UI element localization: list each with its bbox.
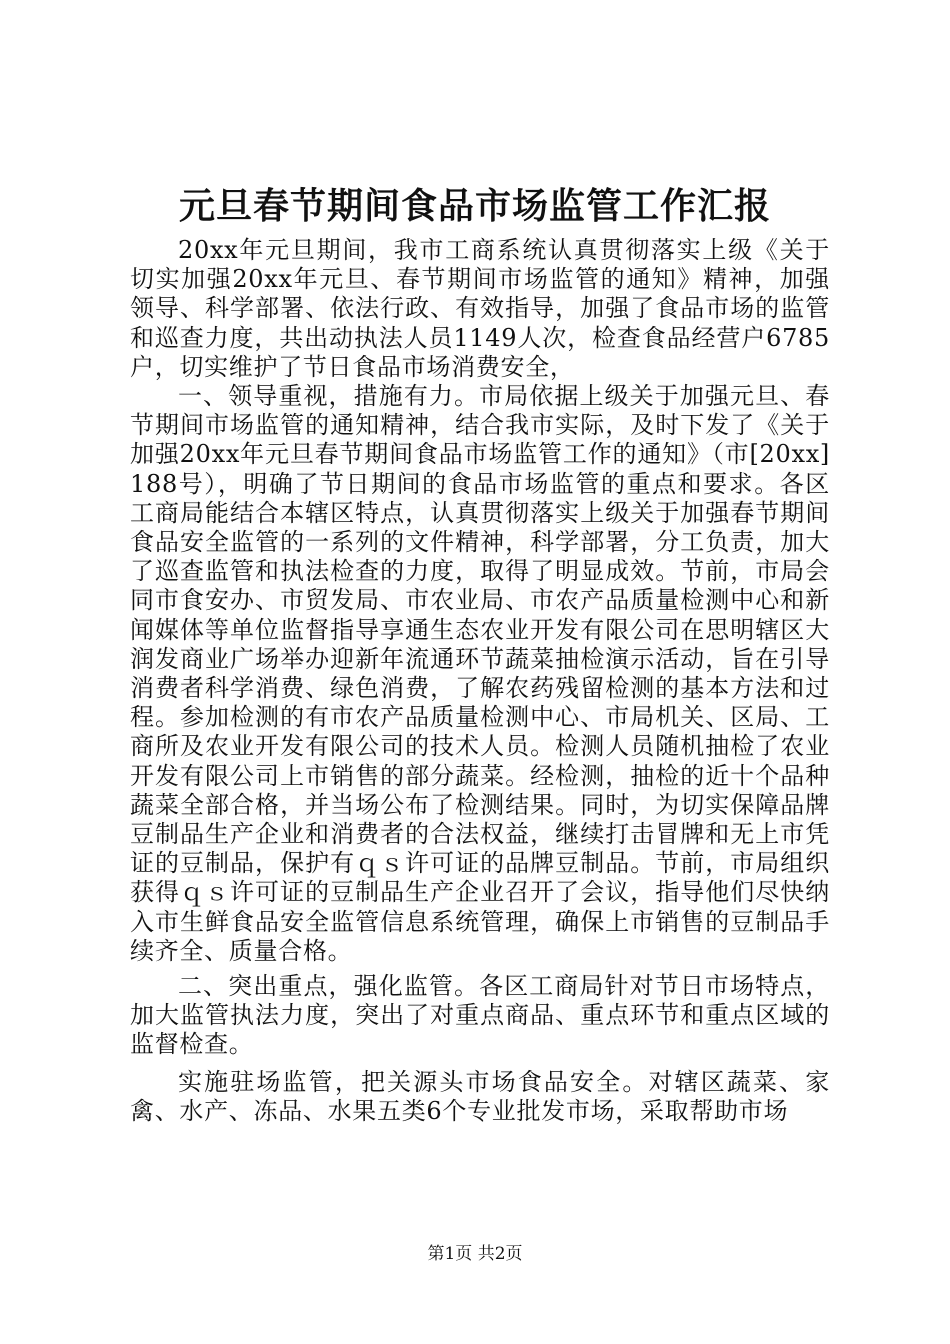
paragraph-section-2: 二、突出重点，强化监管。各区工商局针对节日市场特点，加大监管执法力度，突出了对重点商品、重点环节和重点区域的监督检查。 [130,972,830,1059]
document-title: 元旦春节期间食品市场监管工作汇报 [178,185,771,227]
paragraph-intro: 20xx年元旦期间，我市工商系统认真贯彻落实上级《关于切实加强20xx年元旦、春节期间市场监管的通知》精神，加强领导、科学部署、依法行政、有效指导，加强了食品市场的监管和巡查力度，共出动执法人员1149人次，检查食品经营户6785户，切实维护了节日食品市场消费安全， [130,236,830,381]
paragraph-section-2-detail: 实施驻场监管，把关源头市场食品安全。对辖区蔬菜、家禽、水产、冻品、水果五类6个专业批发市场，采取帮助市场 [130,1067,830,1125]
document-body [130,236,830,1126]
paragraph-section-1: 一、领导重视，措施有力。市局依据上级关于加强元旦、春节期间市场监管的通知精神，结合我市实际，及时下发了《关于加强20xx年元旦春节期间食品市场监管工作的通知》（市[20xx]188号），明确了节日期间的食品市场监管的重点和要求。各区工商局能结合本辖区特点，认真贯彻落实上级关于加强春节期间食品安全监管的一系列的文件精神，科学部署，分工负责，加大了巡查监管和执法检查的力度，取得了明显成效。节前，市局会同市食安办、市贸发局、市农业局、市农产品质量检测中心和新闻媒体等单位监督指导享通生态农业开发有限公司在思明辖区大润发商业广场举办迎新年流通环节蔬菜抽检演示活动，旨在引导消费者科学消费、绿色消费，了解农药残留检测的基本方法和过程。参加检测的有市农产品质量检测中心、市局机关、区局、工商所及农业开发有限公司的技术人员。检测人员随机抽检了农业开发有限公司上市销售的部分蔬菜。经检测，抽检的近十个品种蔬菜全部合格，并当场公布了检测结果。同时，为切实保障品牌豆制品生产企业和消费者的合法权益，继续打击冒牌和无上市凭证的豆制品，保护有ｑｓ许可证的品牌豆制品。节前，市局组织获得ｑｓ许可证的豆制品生产企业召开了会议，指导他们尽快纳入市生鲜食品安全监管信息系统管理，确保上市销售的豆制品手续齐全、质量合格。 [130,382,830,965]
page-number-footer: 第1页 共2页 [427,1244,523,1264]
